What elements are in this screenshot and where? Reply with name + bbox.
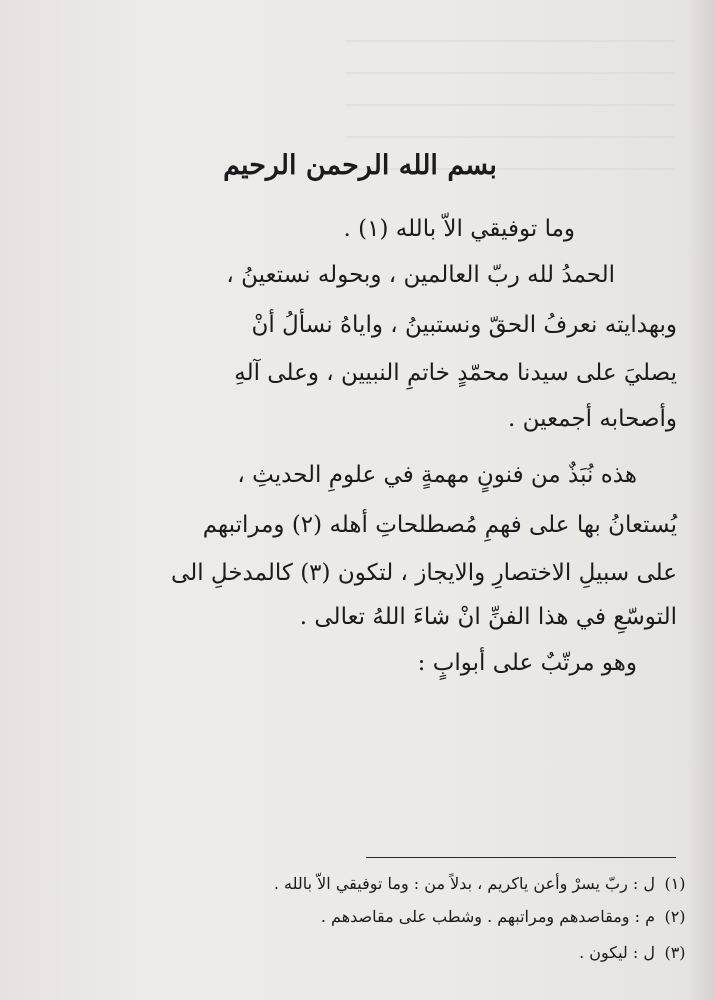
spine-shadow <box>687 0 715 1000</box>
body-line-3: وبهدايته نعرفُ الحقّ ونستبينُ ، واياهُ نسألُ أنْ <box>251 312 677 338</box>
body-line-7: يُستعانُ بها على فهمِ مُصطلحاتِ أهله (٢) ومراتبهم <box>202 512 677 538</box>
footnote-divider <box>366 857 676 858</box>
body-line-10: وهو مرتّبٌ على أبوابٍ : <box>417 650 637 676</box>
body-line-6: هذه نُبَذٌ من فنونٍ مهمةٍ في علومِ الحديثِ ، <box>237 462 637 488</box>
footnote-3 <box>135 940 695 966</box>
basmala-heading: بسم الله الرحمن الرحيم <box>223 150 497 181</box>
footnote-text: م : ومقاصدهم ومراتبهم . وشطب على مقاصدهم . <box>320 907 655 926</box>
footnote-text: ل : ربّ يسرْ وأعن ياكريم ، بدلاً من : وما توفيقي الاّ بالله . <box>273 874 655 893</box>
footnote-number: (٣) <box>664 943 686 962</box>
body-line-1: وما توفيقي الاّ بالله (١) . <box>343 216 575 242</box>
body-line-2: الحمدُ لله ربّ العالمين ، وبحوله نستعينُ ، <box>226 262 615 288</box>
footnote-number: (١) <box>664 874 686 893</box>
footnote-1 <box>135 871 695 897</box>
body-line-8: على سبيلِ الاختصارِ والايجاز ، لتكون (٣) كالمدخلِ الى <box>171 560 677 586</box>
body-line-5: وأصحابه أجمعين . <box>508 406 677 432</box>
footnote-2 <box>135 904 695 930</box>
body-line-4: يصليَ على سيدنا محمّدٍ خاتمِ النبيين ، وعلى آلهِ <box>234 360 677 386</box>
body-line-9: التوسّعِ في هذا الفنِّ انْ شاءَ اللهُ تعالى . <box>299 604 677 630</box>
footnote-number: (٢) <box>664 907 686 926</box>
footnote-text: ل : ليكون . <box>579 943 655 962</box>
